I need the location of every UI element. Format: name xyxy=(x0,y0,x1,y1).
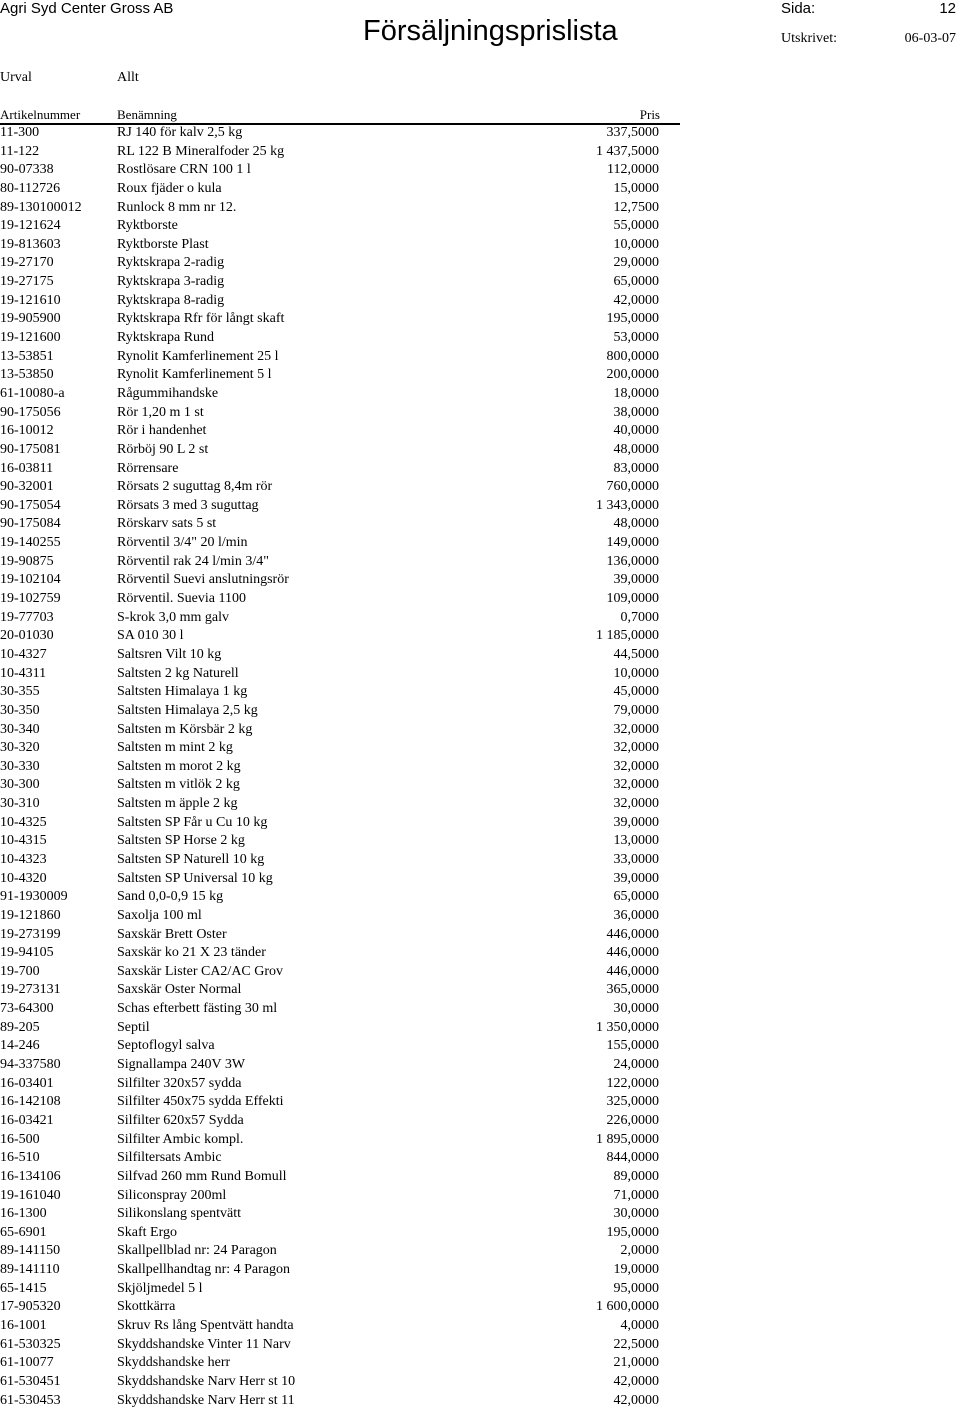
price-cell: 39,0000 xyxy=(613,572,659,588)
article-number-cell: 19-273199 xyxy=(0,926,61,942)
column-header-name: Benämning xyxy=(117,107,177,122)
table-row xyxy=(0,292,680,311)
item-name-cell: Ryktborste Plast xyxy=(117,236,209,252)
table-row xyxy=(0,1075,680,1094)
column-header-article: Artikelnummer xyxy=(0,107,81,122)
price-cell: 10,0000 xyxy=(613,665,659,681)
item-name-cell: Saxolja 100 ml xyxy=(117,907,202,923)
article-number-cell: 90-07338 xyxy=(0,162,54,178)
price-cell: 337,5000 xyxy=(606,125,659,140)
price-cell: 39,0000 xyxy=(613,870,659,886)
item-name-cell: Septil xyxy=(117,1019,150,1035)
page-title: Försäljningsprislista xyxy=(363,15,618,47)
item-name-cell: Saltsten m Körsbär 2 kg xyxy=(117,721,253,737)
item-name-cell: Rörventil 3/4" 20 l/min xyxy=(117,535,248,551)
price-cell: 29,0000 xyxy=(613,255,659,271)
article-number-cell: 16-03811 xyxy=(0,460,54,476)
item-name-cell: Rörventil. Suevia 1100 xyxy=(117,591,246,607)
article-number-cell: 73-64300 xyxy=(0,1001,54,1017)
table-row xyxy=(0,124,680,143)
item-name-cell: Silfiltersats Ambic xyxy=(117,1150,222,1166)
article-number-cell: 30-350 xyxy=(0,702,40,718)
article-number-cell: 30-355 xyxy=(0,684,40,700)
item-name-cell: Skyddshandske Narv Herr st 10 xyxy=(117,1373,296,1389)
article-number-cell: 10-4311 xyxy=(0,665,47,681)
article-number-cell: 10-4327 xyxy=(0,646,47,662)
price-cell: 1 437,5000 xyxy=(596,143,659,159)
item-name-cell: Ryktskrapa 8-radig xyxy=(117,292,225,308)
article-number-cell: 89-130100012 xyxy=(0,199,82,215)
table-row xyxy=(0,571,680,590)
item-name-cell: Skallpellblad nr: 24 Paragon xyxy=(117,1243,277,1259)
price-cell: 1 343,0000 xyxy=(596,497,659,513)
table-row xyxy=(0,460,680,479)
article-number-cell: 30-300 xyxy=(0,777,40,793)
price-cell: 45,0000 xyxy=(613,684,659,700)
article-number-cell: 19-700 xyxy=(0,963,40,979)
price-cell: 89,0000 xyxy=(613,1168,659,1184)
item-name-cell: Rågummihandske xyxy=(117,385,219,401)
price-cell: 195,0000 xyxy=(606,1224,659,1240)
article-number-cell: 10-4315 xyxy=(0,833,47,849)
price-cell: 24,0000 xyxy=(613,1057,659,1073)
item-name-cell: Rörsats 2 suguttag 8,4m rör xyxy=(117,479,273,495)
table-row xyxy=(0,329,680,348)
item-name-cell: Saltsten m morot 2 kg xyxy=(117,758,241,774)
item-name-cell: Rörventil rak 24 l/min 3/4" xyxy=(117,553,269,569)
article-number-cell: 19-102104 xyxy=(0,572,61,588)
table-row xyxy=(0,273,680,292)
item-name-cell: Skottkärra xyxy=(117,1299,176,1315)
page-number-label: Sida: xyxy=(781,0,816,17)
article-number-cell: 13-53850 xyxy=(0,367,54,383)
item-name-cell: Rostlösare CRN 100 1 l xyxy=(117,162,251,178)
table-row xyxy=(0,497,680,516)
article-number-cell: 65-1415 xyxy=(0,1280,47,1296)
table-row xyxy=(0,366,680,385)
table-row xyxy=(0,758,680,777)
article-number-cell: 30-310 xyxy=(0,796,40,812)
table-row xyxy=(0,1000,680,1019)
article-number-cell: 14-246 xyxy=(0,1038,40,1054)
article-number-cell: 89-141110 xyxy=(0,1262,60,1278)
article-number-cell: 16-134106 xyxy=(0,1168,61,1184)
column-header-price: Pris xyxy=(639,107,660,122)
item-name-cell: Saxskär Lister CA2/AC Grov xyxy=(117,963,284,979)
table-row xyxy=(0,944,680,963)
table-row xyxy=(0,963,680,982)
item-name-cell: Skaft Ergo xyxy=(117,1224,178,1240)
item-name-cell: Rör 1,20 m 1 st xyxy=(117,404,204,420)
table-row xyxy=(0,180,680,199)
article-number-cell: 19-121624 xyxy=(0,218,61,234)
table-row xyxy=(0,907,680,926)
item-name-cell: Skyddshandske Vinter 11 Narv xyxy=(117,1336,291,1352)
article-number-cell: 90-175056 xyxy=(0,404,61,420)
article-number-cell: 13-53851 xyxy=(0,348,54,364)
article-number-cell: 90-175084 xyxy=(0,516,61,532)
price-cell: 39,0000 xyxy=(613,814,659,830)
item-name-cell: Runlock 8 mm nr 12. xyxy=(117,199,237,215)
item-name-cell: Siliconspray 200ml xyxy=(117,1187,227,1203)
price-cell: 760,0000 xyxy=(606,479,659,495)
table-row xyxy=(0,254,680,273)
article-number-cell: 19-77703 xyxy=(0,609,54,625)
item-name-cell: Saxskär Brett Oster xyxy=(117,926,227,942)
price-cell: 226,0000 xyxy=(606,1112,659,1128)
table-row xyxy=(0,870,680,889)
article-number-cell: 16-500 xyxy=(0,1131,40,1147)
price-cell: 0,7000 xyxy=(620,609,659,625)
article-number-cell: 61-530325 xyxy=(0,1336,61,1352)
table-row xyxy=(0,832,680,851)
item-name-cell: Ryktskrapa Rfr för långt skaft xyxy=(117,311,285,327)
selection-label: Urval xyxy=(0,70,32,85)
table-row xyxy=(0,609,680,628)
article-number-cell: 11-300 xyxy=(0,125,40,140)
price-cell: 42,0000 xyxy=(613,1392,659,1408)
price-cell: 122,0000 xyxy=(606,1075,659,1091)
article-number-cell: 19-813603 xyxy=(0,236,61,252)
item-name-cell: Rörventil Suevi anslutningsrör xyxy=(117,572,289,588)
table-row xyxy=(0,795,680,814)
article-number-cell: 19-102759 xyxy=(0,591,61,607)
article-number-cell: 16-1001 xyxy=(0,1318,47,1333)
item-name-cell: Ryktskrapa 2-radig xyxy=(117,255,225,271)
article-number-cell: 91-1930009 xyxy=(0,889,68,905)
table-row xyxy=(0,646,680,665)
table-row xyxy=(0,1280,680,1299)
article-number-cell: 20-01030 xyxy=(0,628,54,644)
article-number-cell: 19-90875 xyxy=(0,553,54,569)
price-cell: 13,0000 xyxy=(613,833,659,849)
table-row xyxy=(0,553,680,572)
item-name-cell: Silfilter Ambic kompl. xyxy=(117,1131,244,1147)
price-cell: 15,0000 xyxy=(613,180,659,196)
article-number-cell: 89-205 xyxy=(0,1019,40,1035)
table-row xyxy=(0,310,680,329)
article-number-cell: 61-530451 xyxy=(0,1373,61,1389)
table-row xyxy=(0,385,680,404)
article-number-cell: 16-142108 xyxy=(0,1094,61,1110)
printed-date: 06-03-07 xyxy=(904,31,956,46)
price-cell: 42,0000 xyxy=(613,292,659,308)
price-cell: 2,0000 xyxy=(620,1243,659,1259)
table-row xyxy=(0,1168,680,1187)
article-number-cell: 10-4323 xyxy=(0,851,47,867)
table-row xyxy=(0,851,680,870)
price-cell: 446,0000 xyxy=(606,926,659,942)
item-name-cell: Silfilter 320x57 sydda xyxy=(117,1075,242,1091)
price-cell: 83,0000 xyxy=(613,460,659,476)
article-number-cell: 19-121600 xyxy=(0,330,61,346)
item-name-cell: Rörskarv sats 5 st xyxy=(117,516,217,532)
item-name-cell: Schas efterbett fästing 30 ml xyxy=(117,1001,278,1017)
article-number-cell: 19-121860 xyxy=(0,907,61,923)
price-cell: 32,0000 xyxy=(613,740,659,756)
selection-value: Allt xyxy=(117,70,139,85)
table-row xyxy=(0,702,680,721)
item-name-cell: Skjöljmedel 5 l xyxy=(117,1280,203,1296)
table-row xyxy=(0,1131,680,1150)
article-number-cell: 61-530453 xyxy=(0,1392,61,1408)
table-row xyxy=(0,776,680,795)
item-name-cell: Rörrensare xyxy=(117,460,179,476)
price-cell: 10,0000 xyxy=(613,236,659,252)
table-row xyxy=(0,926,680,945)
price-cell: 200,0000 xyxy=(606,367,659,383)
article-number-cell: 19-905900 xyxy=(0,311,61,327)
article-number-cell: 61-10080-a xyxy=(0,385,65,401)
article-number-cell: 16-03401 xyxy=(0,1075,54,1091)
table-row xyxy=(0,515,680,534)
price-cell: 48,0000 xyxy=(613,516,659,532)
article-number-cell: 80-112726 xyxy=(0,180,61,196)
item-name-cell: Ryktskrapa Rund xyxy=(117,330,215,346)
table-row xyxy=(0,478,680,497)
article-number-cell: 16-10012 xyxy=(0,423,54,439)
item-name-cell: Saltsten m vitlök 2 kg xyxy=(117,777,240,793)
item-name-cell: Saltsten Himalaya 2,5 kg xyxy=(117,702,258,718)
price-cell: 446,0000 xyxy=(606,963,659,979)
price-cell: 365,0000 xyxy=(606,982,659,998)
article-number-cell: 19-140255 xyxy=(0,535,61,551)
price-cell: 36,0000 xyxy=(613,907,659,923)
table-row xyxy=(0,1317,680,1336)
price-list-table xyxy=(0,124,680,1410)
table-row xyxy=(0,404,680,423)
table-row xyxy=(0,422,680,441)
price-cell: 4,0000 xyxy=(620,1318,659,1333)
table-row xyxy=(0,1354,680,1373)
table-row xyxy=(0,627,680,646)
price-cell: 32,0000 xyxy=(613,777,659,793)
item-name-cell: Silfilter 620x57 Sydda xyxy=(117,1112,244,1128)
price-cell: 44,5000 xyxy=(613,646,659,662)
item-name-cell: S-krok 3,0 mm galv xyxy=(117,609,229,625)
company-name: Agri Syd Center Gross AB xyxy=(0,0,174,17)
price-cell: 18,0000 xyxy=(613,385,659,401)
price-cell: 155,0000 xyxy=(606,1038,659,1054)
price-cell: 30,0000 xyxy=(613,1001,659,1017)
table-row xyxy=(0,143,680,162)
item-name-cell: Rynolit Kamferlinement 5 l xyxy=(117,367,272,383)
table-row xyxy=(0,1392,680,1411)
article-number-cell: 61-10077 xyxy=(0,1355,54,1371)
table-row xyxy=(0,441,680,460)
item-name-cell: RJ 140 för kalv 2,5 kg xyxy=(117,125,243,140)
table-row xyxy=(0,721,680,740)
price-cell: 195,0000 xyxy=(606,311,659,327)
article-number-cell: 17-905320 xyxy=(0,1299,61,1315)
article-number-cell: 94-337580 xyxy=(0,1057,61,1073)
price-cell: 95,0000 xyxy=(613,1280,659,1296)
article-number-cell: 10-4325 xyxy=(0,814,47,830)
item-name-cell: Skruv Rs lång Spentvätt handta xyxy=(117,1318,294,1333)
table-row xyxy=(0,1149,680,1168)
table-row xyxy=(0,1261,680,1280)
table-row xyxy=(0,1205,680,1224)
item-name-cell: Silikonslang spentvätt xyxy=(117,1206,242,1222)
item-name-cell: Septoflogyl salva xyxy=(117,1038,215,1054)
article-number-cell: 16-03421 xyxy=(0,1112,54,1128)
item-name-cell: Saltsten SP Universal 10 kg xyxy=(117,870,273,886)
table-row xyxy=(0,236,680,255)
item-name-cell: Saxskär Oster Normal xyxy=(117,982,242,998)
price-cell: 65,0000 xyxy=(613,274,659,290)
item-name-cell: Saltsren Vilt 10 kg xyxy=(117,646,222,662)
item-name-cell: Saltsten SP Horse 2 kg xyxy=(117,833,245,849)
item-name-cell: Skyddshandske herr xyxy=(117,1355,231,1371)
table-row xyxy=(0,981,680,1000)
article-number-cell: 19-27175 xyxy=(0,274,54,290)
article-number-cell: 19-121610 xyxy=(0,292,61,308)
price-cell: 32,0000 xyxy=(613,796,659,812)
table-row xyxy=(0,590,680,609)
table-row xyxy=(0,217,680,236)
table-row xyxy=(0,739,680,758)
price-cell: 33,0000 xyxy=(613,851,659,867)
price-cell: 48,0000 xyxy=(613,441,659,457)
item-name-cell: Rör i handenhet xyxy=(117,423,207,439)
price-cell: 53,0000 xyxy=(613,330,659,346)
article-number-cell: 19-161040 xyxy=(0,1187,61,1203)
table-row xyxy=(0,1112,680,1131)
article-number-cell: 16-1300 xyxy=(0,1206,47,1222)
table-row xyxy=(0,1373,680,1392)
table-row xyxy=(0,1093,680,1112)
price-cell: 38,0000 xyxy=(613,404,659,420)
article-number-cell: 65-6901 xyxy=(0,1224,47,1240)
price-cell: 1 185,0000 xyxy=(596,628,659,644)
price-cell: 109,0000 xyxy=(606,591,659,607)
price-cell: 79,0000 xyxy=(613,702,659,718)
price-cell: 32,0000 xyxy=(613,758,659,774)
article-number-cell: 30-330 xyxy=(0,758,40,774)
item-name-cell: Sand 0,0-0,9 15 kg xyxy=(117,889,224,905)
item-name-cell: Silfilter 450x75 sydda Effekti xyxy=(117,1094,284,1110)
article-number-cell: 19-27170 xyxy=(0,255,54,271)
item-name-cell: Rynolit Kamferlinement 25 l xyxy=(117,348,279,364)
price-cell: 32,0000 xyxy=(613,721,659,737)
item-name-cell: SA 010 30 l xyxy=(117,628,184,644)
item-name-cell: Saltsten 2 kg Naturell xyxy=(117,665,239,681)
price-cell: 112,0000 xyxy=(607,162,659,178)
page-number: 12 xyxy=(939,0,956,17)
price-cell: 12,7500 xyxy=(613,199,659,215)
price-cell: 446,0000 xyxy=(606,945,659,961)
table-row xyxy=(0,348,680,367)
table-row xyxy=(0,534,680,553)
item-name-cell: Rörsats 3 med 3 suguttag xyxy=(117,497,259,513)
price-cell: 1 350,0000 xyxy=(596,1019,659,1035)
item-name-cell: Signallampa 240V 3W xyxy=(117,1057,246,1073)
item-name-cell: Roux fjäder o kula xyxy=(117,180,222,196)
table-row xyxy=(0,1242,680,1261)
item-name-cell: Skyddshandske Narv Herr st 11 xyxy=(117,1392,295,1408)
article-number-cell: 90-175081 xyxy=(0,441,61,457)
table-row xyxy=(0,1019,680,1038)
price-cell: 40,0000 xyxy=(613,423,659,439)
printed-date-label: Utskrivet: xyxy=(781,31,837,46)
article-number-cell: 19-273131 xyxy=(0,982,61,998)
article-number-cell: 89-141150 xyxy=(0,1243,61,1259)
table-row xyxy=(0,1224,680,1243)
article-number-cell: 10-4320 xyxy=(0,870,47,886)
price-cell: 149,0000 xyxy=(606,535,659,551)
article-number-cell: 30-340 xyxy=(0,721,40,737)
item-name-cell: Saltsten SP Naturell 10 kg xyxy=(117,851,265,867)
price-cell: 19,0000 xyxy=(613,1262,659,1278)
price-cell: 325,0000 xyxy=(606,1094,659,1110)
article-number-cell: 90-32001 xyxy=(0,479,54,495)
price-cell: 55,0000 xyxy=(613,218,659,234)
item-name-cell: RL 122 B Mineralfoder 25 kg xyxy=(117,143,285,159)
article-number-cell: 30-320 xyxy=(0,740,40,756)
table-row xyxy=(0,1298,680,1317)
article-number-cell: 11-122 xyxy=(0,143,40,159)
table-row xyxy=(0,1336,680,1355)
article-number-cell: 19-94105 xyxy=(0,945,54,961)
item-name-cell: Ryktborste xyxy=(117,218,178,234)
article-number-cell: 90-175054 xyxy=(0,497,61,513)
item-name-cell: Silfvad 260 mm Rund Bomull xyxy=(117,1168,287,1184)
item-name-cell: Ryktskrapa 3-radig xyxy=(117,274,225,290)
table-row xyxy=(0,161,680,180)
price-cell: 42,0000 xyxy=(613,1373,659,1389)
table-row xyxy=(0,683,680,702)
item-name-cell: Saxskär ko 21 X 23 tänder xyxy=(117,945,266,961)
price-cell: 21,0000 xyxy=(613,1355,659,1371)
table-row xyxy=(0,1037,680,1056)
table-row xyxy=(0,199,680,218)
price-cell: 800,0000 xyxy=(606,348,659,364)
price-cell: 30,0000 xyxy=(613,1206,659,1222)
item-name-cell: Saltsten m mint 2 kg xyxy=(117,740,233,756)
item-name-cell: Skallpellhandtag nr: 4 Paragon xyxy=(117,1262,291,1278)
table-row xyxy=(0,888,680,907)
price-cell: 844,0000 xyxy=(606,1150,659,1166)
table-row xyxy=(0,814,680,833)
price-cell: 136,0000 xyxy=(606,553,659,569)
item-name-cell: Saltsten m äpple 2 kg xyxy=(117,796,238,812)
item-name-cell: Rörböj 90 L 2 st xyxy=(117,441,209,457)
price-cell: 1 895,0000 xyxy=(596,1131,659,1147)
price-cell: 71,0000 xyxy=(613,1187,659,1203)
price-cell: 1 600,0000 xyxy=(596,1299,659,1315)
table-row xyxy=(0,665,680,684)
table-row xyxy=(0,1056,680,1075)
price-cell: 65,0000 xyxy=(613,889,659,905)
table-row xyxy=(0,1187,680,1206)
price-cell: 22,5000 xyxy=(613,1336,659,1352)
item-name-cell: Saltsten Himalaya 1 kg xyxy=(117,684,248,700)
article-number-cell: 16-510 xyxy=(0,1150,40,1166)
item-name-cell: Saltsten SP Får u Cu 10 kg xyxy=(117,814,268,830)
